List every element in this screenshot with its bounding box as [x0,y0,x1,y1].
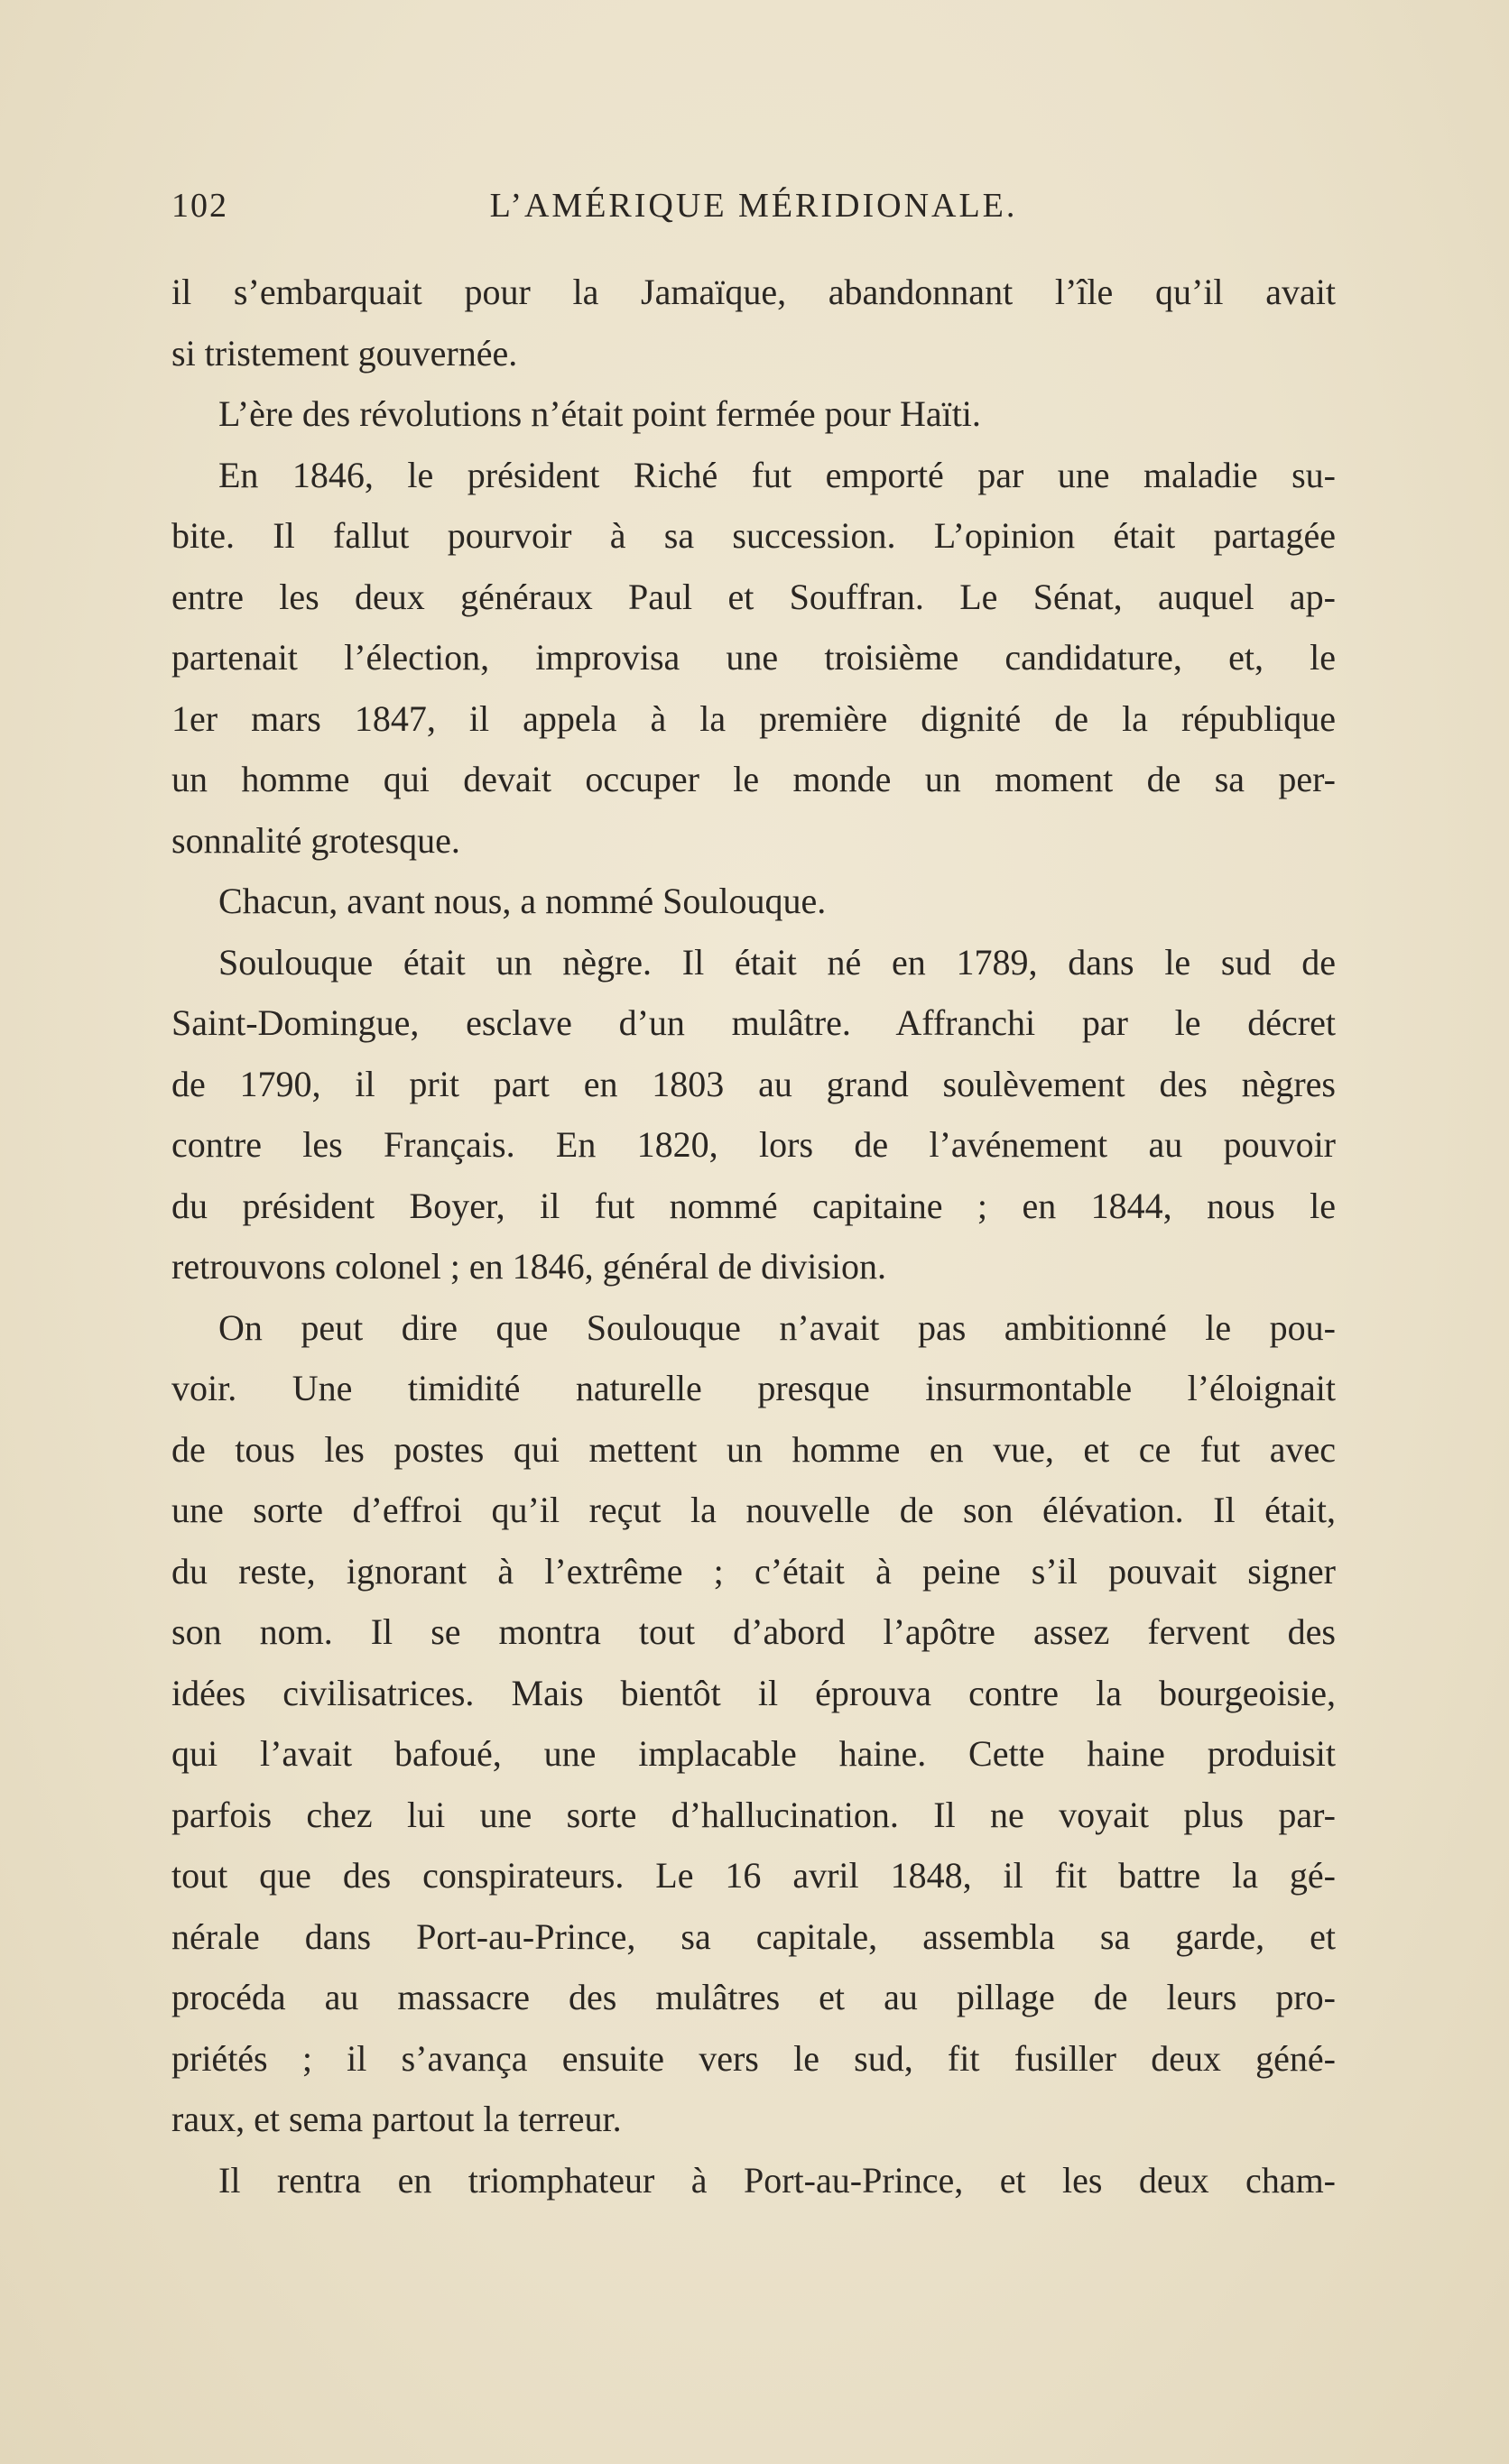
text-line: idées civilisatrices. Mais bientôt il éprouva contre la bourgeoisie, [171,1672,1336,1713]
text-line: Chacun, avant nous, a nommé Soulouque. [218,881,827,921]
text-line: nérale dans Port-au-Prince, sa capitale, assembla sa garde, et [171,1915,1336,1957]
text-line: il s’embarquait pour la Jamaïque, abandonnant l’île qu’il avait [171,272,1336,312]
text-line: du reste, ignorant à l’extrême ; c’était à peine s’il pouvait signer [171,1550,1336,1592]
text-line: son nom. Il se montra tout d’abord l’apôtre assez fervent des [171,1611,1336,1652]
text-line: tout que des conspirateurs. Le 16 avril 1848, il fit battre la gé- [171,1855,1336,1896]
page-number: 102 [171,187,228,225]
text-line: qui l’avait bafoué, une implacable haine. Cette haine produisit [171,1733,1336,1774]
text-line: priétés ; il s’avança ensuite vers le sud, fit fusiller deux géné- [171,2037,1336,2079]
text-line: Soulouque était un nègre. Il était né en 1789, dans le sud de [218,941,1336,983]
text-line: bite. Il fallut pourvoir à sa succession. L’opinion était partagée [171,515,1336,556]
text-line: de tous les postes qui mettent un homme en vue, et ce fut avec [171,1428,1336,1470]
text-line: En 1846, le président Riché fut emporté par une maladie su- [218,454,1336,495]
text-line: partenait l’élection, improvisa une troisième candidature, et, le [171,637,1336,678]
text-line: de 1790, il prit part en 1803 au grand soulèvement des nègres [171,1063,1336,1104]
text-line: un homme qui devait occuper le monde un moment de sa per- [171,759,1336,799]
text-line: Saint-Domingue, esclave d’un mulâtre. Affranchi par le décret [171,1002,1336,1043]
text-line: On peut dire que Soulouque n’avait pas ambitionné le pou- [218,1306,1336,1348]
text-line: entre les deux généraux Paul et Souffran. Le Sénat, auquel ap- [171,576,1336,617]
text-line: parfois chez lui une sorte d’hallucination. Il ne voyait plus par- [171,1794,1336,1835]
text-line: si tristement gouvernée. [171,332,518,374]
page-header [171,186,1336,231]
text-line: raux, et sema partout la terreur. [171,2099,622,2139]
text-line: contre les Français. En 1820, lors de l’avénement au pouvoir [171,1124,1336,1165]
text-line: une sorte d’effroi qu’il reçut la nouvelle de son élévation. Il était, [171,1490,1336,1530]
text-line: procéda au massacre des mulâtres et au pillage de leurs pro- [171,1977,1336,2017]
text-line: sonnalité grotesque. [171,819,460,861]
text-line: Il rentra en triomphateur à Port-au-Prince, et les deux cham- [218,2159,1336,2201]
text-line: L’ère des révolutions n’était point fermée pour Haïti. [218,393,981,434]
running-title: L’AMÉRIQUE MÉRIDIONALE. [489,187,1018,225]
body-text [171,262,1336,2210]
text-line: retrouvons colonel ; en 1846, général de division. [171,1246,887,1287]
text-line: du président Boyer, il fut nommé capitaine ; en 1844, nous le [171,1185,1336,1226]
text-line: voir. Une timidité naturelle presque insurmontable l’éloignait [171,1368,1336,1408]
text-line: 1er mars 1847, il appela à la première dignité de la république [171,697,1336,739]
